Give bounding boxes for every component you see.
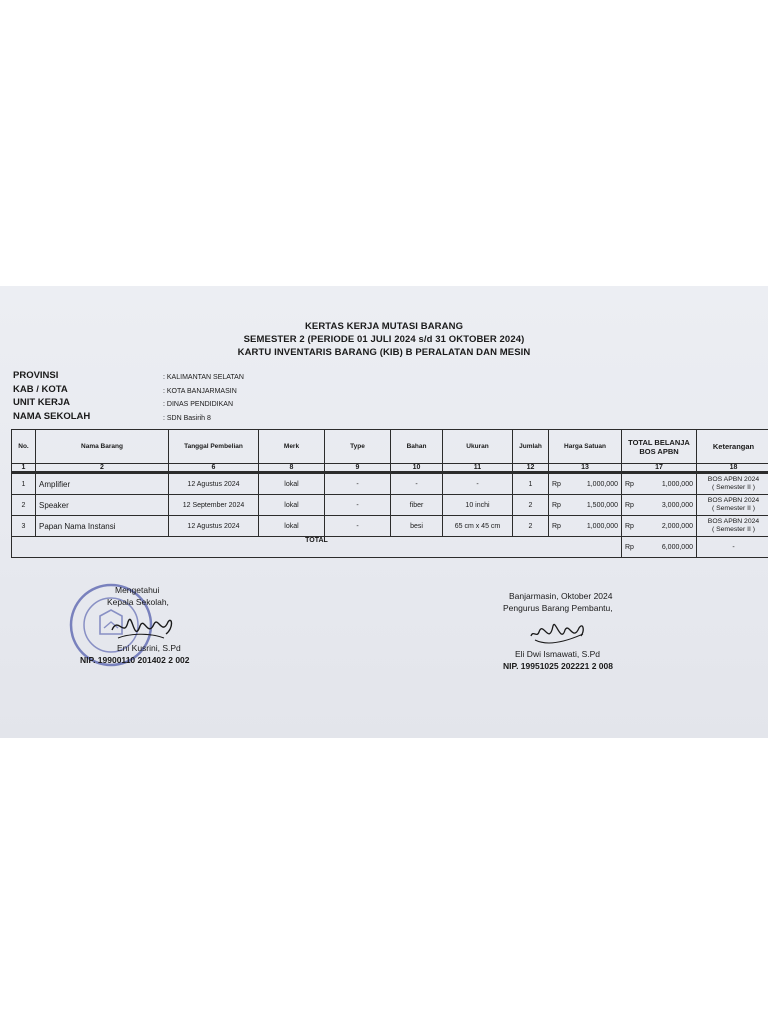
total-row <box>12 537 768 558</box>
cell-no: 2 <box>12 495 36 516</box>
cell-tanggal: 12 September 2024 <box>169 495 259 516</box>
info-value: : SDN Basirih 8 <box>163 414 211 422</box>
col-number: 11 <box>443 464 513 473</box>
col-number: 12 <box>513 464 549 473</box>
header-total-belanja <box>622 430 697 464</box>
header-nama-barang: Nama Barang <box>36 430 169 464</box>
ket-line2: ( Semester II ) <box>711 505 756 512</box>
currency: Rp <box>625 501 634 509</box>
amount: 1,000,000 <box>586 522 618 530</box>
ket-line1: BOS APBN 2024 <box>707 518 760 525</box>
ket-line1: BOS APBN 2024 <box>707 476 760 483</box>
cell-no: 1 <box>12 473 36 495</box>
col-number: 10 <box>391 464 443 473</box>
cell-nama: Amplifier <box>36 473 169 495</box>
cell-keterangan <box>697 495 768 516</box>
info-row-unit-kerja <box>13 397 244 411</box>
header-tanggal: Tanggal Pembelian <box>169 430 259 464</box>
document-sheet <box>0 286 768 738</box>
cell-bahan: fiber <box>391 495 443 516</box>
cell-total <box>622 495 697 516</box>
col-number: 17 <box>622 464 697 473</box>
header-total-line2: BOS APBN <box>639 446 679 456</box>
col-number: 2 <box>36 464 169 473</box>
sig-left-nip: NIP. 19900110 201402 2 002 <box>80 655 190 665</box>
table-row <box>12 495 768 516</box>
info-value: : KOTA BANJARMASIN <box>163 387 237 395</box>
sig-left-line1: Mengetahui <box>115 585 160 595</box>
cell-ukuran: 10 inchi <box>443 495 513 516</box>
header-keterangan: Keterangan <box>697 430 768 464</box>
header-type: Type <box>325 430 391 464</box>
column-number-row <box>12 464 768 473</box>
total-keterangan: - <box>697 537 768 558</box>
cell-type: - <box>325 495 391 516</box>
currency: Rp <box>552 522 561 530</box>
inventory-table <box>11 429 768 558</box>
amount: 3,000,000 <box>661 501 693 509</box>
amount: 1,500,000 <box>586 501 618 509</box>
title-line-2: SEMESTER 2 (PERIODE 01 JULI 2024 s/d 31 OKTOBER 2024) <box>243 334 525 345</box>
header-bahan: Bahan <box>391 430 443 464</box>
col-number: 9 <box>325 464 391 473</box>
sig-right-line2: Pengurus Barang Pembantu, <box>503 603 613 613</box>
info-label: NAMA SEKOLAH <box>13 410 91 422</box>
sig-left-name: Eni Kusrini, S.Pd <box>117 643 181 653</box>
document-titles <box>0 320 768 359</box>
cell-keterangan <box>697 473 768 495</box>
header-jumlah: Jumlah <box>513 430 549 464</box>
cell-total <box>622 473 697 495</box>
cell-harga <box>549 516 622 537</box>
cell-jumlah: 2 <box>513 495 549 516</box>
sig-right-line1: Banjarmasin, Oktober 2024 <box>509 591 613 601</box>
cell-keterangan <box>697 516 768 537</box>
cell-tanggal: 12 Agustus 2024 <box>169 473 259 495</box>
title-line-3: KARTU INVENTARIS BARANG (KIB) B PERALATAN DAN MESIN <box>237 347 531 358</box>
col-number: 1 <box>12 464 36 473</box>
sig-right-nip: NIP. 19951025 202221 2 008 <box>503 661 613 671</box>
cell-ukuran: 65 cm x 45 cm <box>443 516 513 537</box>
table-header-row <box>12 430 768 464</box>
table-row <box>12 473 768 495</box>
signature-icon <box>108 608 178 648</box>
info-row-nama-sekolah <box>13 411 244 425</box>
info-row-kab-kota <box>13 384 244 398</box>
cell-harga <box>549 473 622 495</box>
col-number: 18 <box>697 464 768 473</box>
info-value: : DINAS PENDIDIKAN <box>163 401 234 408</box>
header-harga: Harga Satuan <box>549 430 622 464</box>
cell-merk: lokal <box>259 495 325 516</box>
cell-bahan: besi <box>391 516 443 537</box>
ket-line1: BOS APBN 2024 <box>707 497 760 504</box>
currency: Rp <box>625 522 634 530</box>
total-label: TOTAL <box>12 537 622 558</box>
col-number: 6 <box>169 464 259 473</box>
info-label: UNIT KERJA <box>13 397 71 408</box>
currency: Rp <box>552 501 561 509</box>
cell-harga <box>549 495 622 516</box>
cell-type: - <box>325 473 391 495</box>
cell-merk: lokal <box>259 516 325 537</box>
amount: 1,000,000 <box>661 480 693 488</box>
cell-type: - <box>325 516 391 537</box>
total-value-cell <box>622 537 697 558</box>
col-number: 8 <box>259 464 325 473</box>
info-value: : KALIMANTAN SELATAN <box>163 374 244 381</box>
cell-jumlah: 2 <box>513 516 549 537</box>
info-block <box>13 370 244 424</box>
cell-total <box>622 516 697 537</box>
ket-line2: ( Semester II ) <box>711 526 756 533</box>
col-number: 13 <box>549 464 622 473</box>
info-row-provinsi <box>13 370 244 384</box>
currency: Rp <box>625 480 634 488</box>
amount: 1,000,000 <box>586 480 618 488</box>
header-total-line1: TOTAL BELANJA <box>628 437 690 447</box>
cell-jumlah: 1 <box>513 473 549 495</box>
currency: Rp <box>552 480 561 488</box>
cell-nama: Papan Nama Instansi <box>36 516 169 537</box>
cell-no: 3 <box>12 516 36 537</box>
cell-ukuran: - <box>443 473 513 495</box>
cell-bahan: - <box>391 473 443 495</box>
total-amount: 6,000,000 <box>661 543 693 551</box>
info-label: KAB / KOTA <box>13 383 68 395</box>
sig-right-name: Eli Dwi Ismawati, S.Pd <box>515 649 601 659</box>
cell-merk: lokal <box>259 473 325 495</box>
cell-nama: Speaker <box>36 495 169 516</box>
signature-icon <box>525 616 589 650</box>
currency: Rp <box>625 543 634 551</box>
table-row <box>12 516 768 537</box>
header-ukuran: Ukuran <box>443 430 513 464</box>
cell-tanggal: 12 Agustus 2024 <box>169 516 259 537</box>
title-line-1: KERTAS KERJA MUTASI BARANG <box>304 321 464 332</box>
info-label: PROVINSI <box>13 370 59 381</box>
sig-left-line2: Kepala Sekolah, <box>107 597 169 607</box>
amount: 2,000,000 <box>661 522 693 530</box>
header-merk: Merk <box>259 430 325 464</box>
header-no: No. <box>12 430 36 464</box>
ket-line2: ( Semester II ) <box>711 484 756 491</box>
